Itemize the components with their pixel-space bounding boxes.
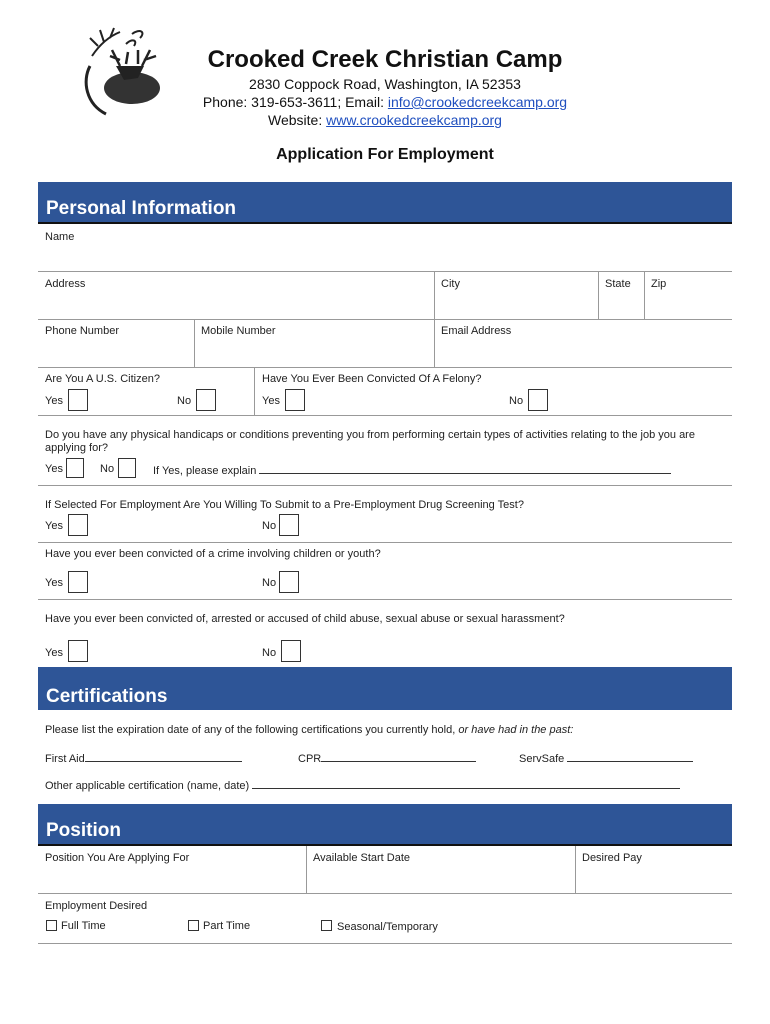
certifications-intro-italic: or have had in the past: bbox=[458, 724, 574, 736]
seasonal-checkbox[interactable] bbox=[321, 920, 332, 931]
start-date-label: Available Start Date bbox=[313, 852, 411, 864]
email-field[interactable] bbox=[435, 338, 732, 366]
form-title: Application For Employment bbox=[276, 146, 494, 163]
position-applying-field[interactable] bbox=[38, 866, 306, 892]
part-time-checkbox[interactable] bbox=[188, 920, 199, 931]
position-header bbox=[38, 804, 732, 844]
desired-pay-field[interactable] bbox=[576, 866, 732, 892]
other-cert-field[interactable] bbox=[252, 778, 680, 789]
crime-no-label: No bbox=[262, 577, 277, 589]
felony-no-checkbox[interactable] bbox=[528, 389, 548, 411]
abuse-yes-checkbox[interactable] bbox=[68, 640, 88, 662]
full-time-label: Full Time bbox=[61, 920, 106, 932]
certifications-title: Certifications bbox=[46, 686, 168, 707]
mobile-field[interactable] bbox=[195, 338, 434, 366]
cpr-field[interactable] bbox=[321, 751, 476, 762]
first-aid-line bbox=[45, 751, 242, 765]
felony-yes-checkbox[interactable] bbox=[285, 389, 305, 411]
zip-label: Zip bbox=[651, 278, 667, 290]
address-field[interactable] bbox=[38, 290, 434, 318]
citizen-yes-label: Yes bbox=[45, 395, 63, 407]
servsafe-line bbox=[519, 751, 693, 765]
part-time-label: Part Time bbox=[203, 920, 251, 932]
start-date-field[interactable] bbox=[307, 866, 575, 892]
seasonal-label: Seasonal/Temporary bbox=[337, 921, 438, 933]
certifications-intro-text: Please list the expiration date of any of the following certifications you currently hold, bbox=[45, 724, 456, 736]
email-label: Email Address bbox=[441, 325, 512, 337]
personal-info-header bbox=[38, 182, 732, 222]
crime-yes-checkbox[interactable] bbox=[68, 571, 88, 593]
city-label: City bbox=[441, 278, 460, 290]
handicap-yes-checkbox[interactable] bbox=[66, 458, 84, 478]
citizen-yes-checkbox[interactable] bbox=[68, 389, 88, 411]
drug-yes-checkbox[interactable] bbox=[68, 514, 88, 536]
website-line bbox=[0, 112, 770, 128]
mobile-label: Mobile Number bbox=[201, 325, 276, 337]
crime-children-question: Have you ever been convicted of a crime involving children or youth? bbox=[45, 548, 381, 560]
desired-pay-label: Desired Pay bbox=[582, 852, 642, 864]
email-link[interactable]: info@crookedcreekcamp.org bbox=[387, 94, 568, 110]
abuse-no-checkbox[interactable] bbox=[281, 640, 301, 662]
first-aid-label: First Aid bbox=[45, 753, 85, 765]
handicap-question: Do you have any physical handicaps or conditions preventing you from performing certain types of activities relating to the job you are applying for? bbox=[45, 429, 695, 454]
crime-yes-label: Yes bbox=[45, 577, 63, 589]
servsafe-field[interactable] bbox=[567, 751, 693, 762]
certifications-header bbox=[38, 667, 732, 710]
first-aid-field[interactable] bbox=[85, 751, 242, 762]
abuse-yes-label: Yes bbox=[45, 647, 63, 659]
felony-yes-label: Yes bbox=[262, 395, 280, 407]
drug-question: If Selected For Employment Are You Willing To Submit to a Pre-Employment Drug Screening Test? bbox=[45, 499, 524, 511]
camp-name: Crooked Creek Christian Camp bbox=[207, 46, 563, 73]
handicap-no-checkbox[interactable] bbox=[118, 458, 136, 478]
drug-yes-label: Yes bbox=[45, 520, 63, 532]
employment-desired-label: Employment Desired bbox=[45, 900, 148, 912]
position-applying-label: Position You Are Applying For bbox=[45, 852, 190, 864]
crime-no-checkbox[interactable] bbox=[279, 571, 299, 593]
full-time-checkbox[interactable] bbox=[46, 920, 57, 931]
city-field[interactable] bbox=[435, 290, 598, 318]
handicap-no-label: No bbox=[100, 463, 115, 475]
explain-label: If Yes, please explain bbox=[153, 465, 257, 477]
cpr-label: CPR bbox=[298, 753, 322, 765]
state-field[interactable] bbox=[599, 290, 644, 318]
other-cert-label: Other applicable certification (name, date) bbox=[45, 780, 250, 792]
explain-field[interactable] bbox=[259, 463, 671, 474]
explain-line bbox=[153, 463, 671, 477]
cpr-line bbox=[298, 751, 476, 765]
servsafe-label: ServSafe bbox=[519, 753, 565, 765]
drug-no-label: No bbox=[262, 520, 277, 532]
other-cert-line bbox=[45, 778, 680, 792]
felony-no-label: No bbox=[509, 395, 524, 407]
citizen-no-checkbox[interactable] bbox=[196, 389, 216, 411]
phone-field[interactable] bbox=[38, 338, 194, 366]
citizen-no-label: No bbox=[177, 395, 192, 407]
address-label: Address bbox=[45, 278, 86, 290]
felony-question: Have You Ever Been Convicted Of A Felony? bbox=[262, 373, 482, 385]
website-prefix: Website: bbox=[268, 112, 327, 128]
certifications-intro bbox=[45, 724, 573, 736]
name-field[interactable] bbox=[38, 240, 732, 270]
citizen-question: Are You A U.S. Citizen? bbox=[45, 373, 160, 385]
zip-field[interactable] bbox=[645, 290, 732, 318]
contact-line bbox=[0, 94, 770, 110]
drug-no-checkbox[interactable] bbox=[279, 514, 299, 536]
state-label: State bbox=[605, 278, 631, 290]
phone-label: Phone Number bbox=[45, 325, 119, 337]
personal-info-title: Personal Information bbox=[46, 198, 237, 219]
website-link[interactable]: www.crookedcreekcamp.org bbox=[326, 112, 502, 128]
position-title: Position bbox=[46, 820, 121, 841]
phone-email-prefix: Phone: 319-653-3611; Email: bbox=[202, 94, 388, 110]
abuse-question: Have you ever been convicted of, arrested or accused of child abuse, sexual abuse or sexual harassment? bbox=[45, 613, 565, 625]
name-label: Name bbox=[45, 231, 75, 243]
handicap-yes-label: Yes bbox=[45, 463, 63, 475]
camp-address: 2830 Coppock Road, Washington, IA 52353 bbox=[249, 76, 521, 92]
abuse-no-label: No bbox=[262, 647, 277, 659]
